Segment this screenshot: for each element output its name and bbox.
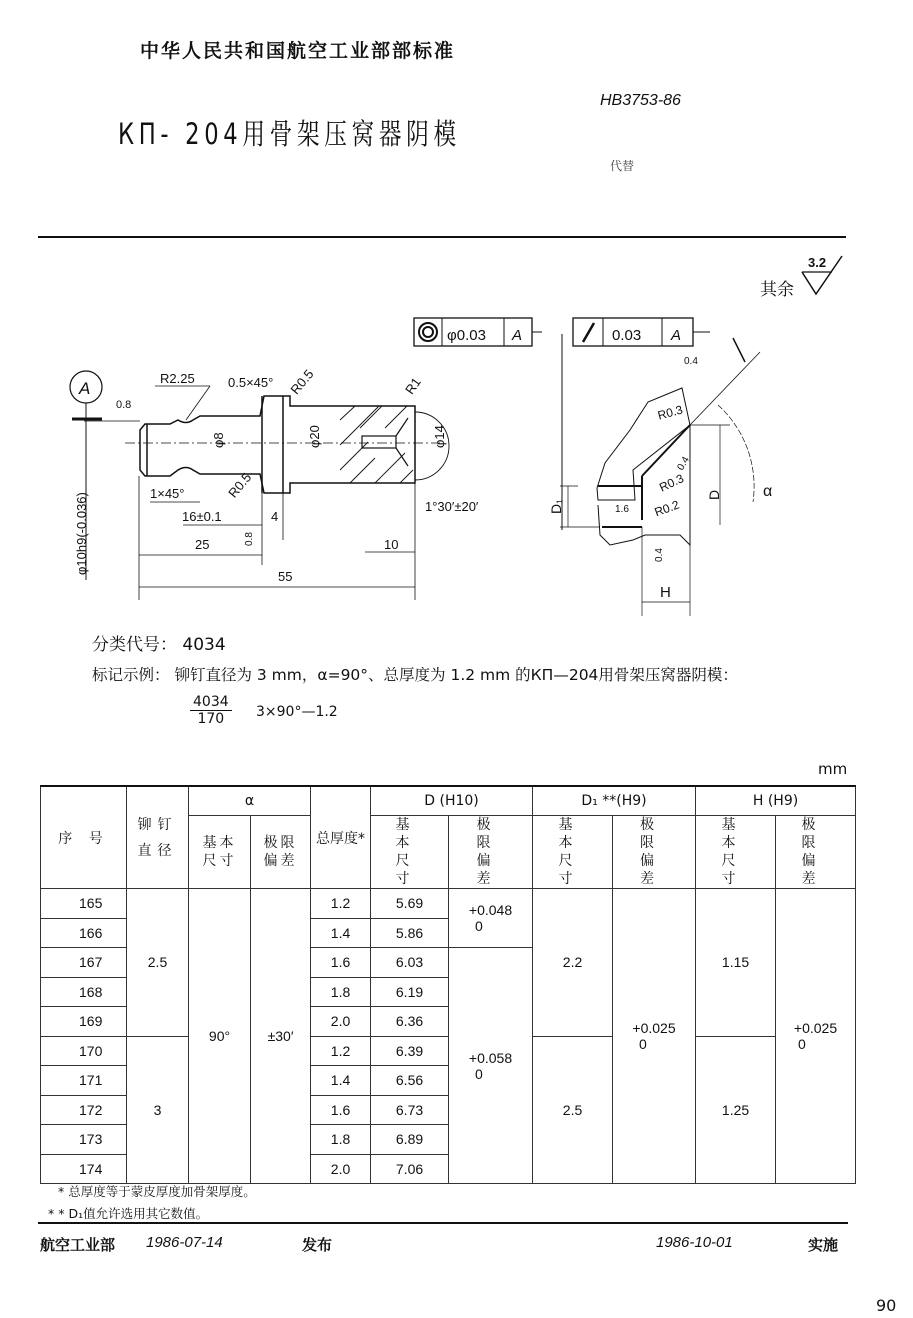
D-cell: 5.86 (371, 918, 449, 948)
marking-example-line (92, 663, 738, 685)
header-D-basic: 基本尺寸 (371, 816, 449, 889)
svg-text:4: 4 (271, 509, 279, 524)
D1-basic-cell-2: 2.5 (533, 1036, 613, 1184)
D-cell: 7.06 (371, 1154, 449, 1184)
seq-cell: 173 (41, 1125, 127, 1155)
issue-label: 发布 (302, 1236, 333, 1254)
D1-dev-cell (613, 889, 696, 1184)
svg-text:1×45°: 1×45° (150, 486, 185, 501)
marking-label: 标记示例： (92, 666, 170, 684)
marking-suffix: 3×90°—1.2 (256, 704, 338, 720)
D-dev-lower: 0 (475, 918, 483, 934)
header-rivet-dia: 铆钉直径 (127, 786, 189, 889)
svg-text:0.4: 0.4 (654, 548, 665, 562)
svg-text:0.8: 0.8 (116, 399, 132, 411)
D-cell: 6.36 (371, 1007, 449, 1037)
seq-cell: 174 (41, 1154, 127, 1184)
svg-text:D: D (706, 489, 722, 500)
header-total-thickness: 总厚度* (311, 786, 371, 889)
thickness-cell: 1.8 (311, 1125, 371, 1155)
svg-text:0.8: 0.8 (244, 532, 255, 546)
svg-text:25: 25 (195, 537, 210, 552)
classification-code: 4034 (182, 635, 226, 655)
header-alpha: α (189, 786, 311, 816)
H-basic-cell-1: 1.15 (696, 889, 776, 1037)
rivet-dia-cell: 3 (127, 1036, 189, 1184)
svg-text:0.4: 0.4 (675, 454, 692, 473)
header-alpha-basic: 基本尺寸 (189, 816, 251, 889)
seq-cell: 172 (41, 1095, 127, 1125)
document-title: КП- 204用骨架压窝器阴模 (118, 117, 461, 151)
header-D1-dev: 极限偏差 (613, 816, 696, 889)
D1-dev-upper: +0.025 (632, 1020, 676, 1036)
svg-text:φ10h9(-0.036): φ10h9(-0.036) (74, 492, 89, 575)
effective-label: 实施 (808, 1236, 839, 1254)
svg-text:0.03: 0.03 (612, 327, 642, 344)
D-cell: 6.89 (371, 1125, 449, 1155)
thickness-cell: 1.2 (311, 889, 371, 919)
svg-text:R0.5: R0.5 (287, 366, 317, 398)
D1-dev-lower: 0 (639, 1036, 647, 1052)
thickness-cell: 1.4 (311, 918, 371, 948)
replaces-label: 代替 (610, 159, 635, 173)
svg-text:A: A (79, 379, 91, 398)
D-dev-upper: +0.058 (468, 1049, 513, 1066)
svg-text:16±0.1: 16±0.1 (182, 509, 222, 524)
D1-basic-cell-1: 2.2 (533, 889, 613, 1037)
svg-text:10: 10 (384, 537, 399, 552)
alpha-dev-cell: ±30′ (251, 889, 311, 1184)
seq-cell: 168 (41, 977, 127, 1007)
svg-text:1°30′±20′: 1°30′±20′ (425, 499, 479, 514)
issuer: 航空工业部 (40, 1236, 116, 1254)
svg-text:R0.3: R0.3 (657, 471, 686, 495)
header-divider (38, 236, 846, 238)
marking-denominator: 170 (197, 711, 225, 727)
dimension-table (40, 785, 856, 1184)
thickness-cell: 1.4 (311, 1066, 371, 1096)
D-dev-cell-2 (449, 948, 533, 1184)
svg-text:A: A (512, 327, 523, 344)
footnote-2: * * D₁值允许选用其它数值。 (48, 1206, 209, 1221)
roughness-symbol-icon (800, 250, 850, 300)
technical-drawing (0, 300, 913, 620)
header-D: D (H10) (371, 786, 533, 816)
thickness-cell: 2.0 (311, 1007, 371, 1037)
D-cell: 6.73 (371, 1095, 449, 1125)
marking-text: 铆钉直径为 3 mm，α=90°、总厚度为 1.2 mm 的КП—204用骨架压窝器阴模： (174, 666, 738, 684)
header-seq: 序 号 (41, 786, 127, 889)
svg-text:α: α (763, 483, 773, 500)
svg-text:R0.2: R0.2 (652, 497, 682, 520)
svg-text:φ0.03: φ0.03 (447, 327, 486, 344)
standard-number: HB3753-86 (600, 92, 681, 109)
H-dev-lower: 0 (798, 1036, 806, 1052)
issuing-organization: 中华人民共和国航空工业部部标准 (140, 40, 456, 62)
seq-cell: 169 (41, 1007, 127, 1037)
seq-cell: 170 (41, 1036, 127, 1066)
seq-cell: 165 (41, 889, 127, 919)
svg-text:0.5×45°: 0.5×45° (228, 375, 274, 390)
svg-text:R0.5: R0.5 (225, 469, 255, 501)
thickness-cell: 1.8 (311, 977, 371, 1007)
header-alpha-dev: 极限偏差 (251, 816, 311, 889)
D-cell: 6.56 (371, 1066, 449, 1096)
D-dev-cell-1 (449, 889, 533, 948)
thickness-cell: 1.2 (311, 1036, 371, 1066)
footer-divider (38, 1222, 848, 1224)
svg-text:0.4: 0.4 (684, 356, 698, 367)
D-dev-lower: 0 (475, 1065, 483, 1082)
page-number: 90 (876, 1296, 897, 1315)
footnote-1: * 总厚度等于蒙皮厚度加骨架厚度。 (58, 1184, 256, 1199)
alpha-basic-cell: 90° (189, 889, 251, 1184)
H-dev-cell (776, 889, 856, 1184)
table-row (41, 889, 856, 919)
svg-text:3.2: 3.2 (808, 255, 827, 270)
D-cell: 6.03 (371, 948, 449, 978)
header-D-dev: 极限偏差 (449, 816, 533, 889)
header-D1-basic: 基本尺寸 (533, 816, 613, 889)
svg-text:φ20: φ20 (307, 425, 322, 448)
marking-numerator: 4034 (190, 694, 232, 711)
thickness-cell: 1.6 (311, 1095, 371, 1125)
H-basic-cell-2: 1.25 (696, 1036, 776, 1184)
classification-line (92, 630, 226, 655)
classification-label: 分类代号： (92, 635, 177, 655)
unit-label: mm (818, 760, 848, 778)
svg-text:A: A (671, 327, 682, 344)
svg-text:φ14: φ14 (432, 425, 447, 448)
table-row (41, 1036, 856, 1066)
effective-date: 1986-10-01 (656, 1234, 733, 1251)
section-hatch (340, 406, 413, 483)
header-H-basic: 基本尺寸 (696, 816, 776, 889)
svg-text:R2.25: R2.25 (160, 371, 195, 386)
svg-text:1.6: 1.6 (615, 504, 629, 515)
D-dev-upper: +0.048 (468, 902, 513, 918)
runout-frame (573, 318, 745, 362)
svg-text:φ8: φ8 (211, 432, 226, 448)
seq-cell: 167 (41, 948, 127, 978)
header-H: H (H9) (696, 786, 856, 816)
header-D1: D₁ **(H9) (533, 786, 696, 816)
H-dev-upper: +0.025 (793, 1020, 838, 1036)
surface-finish-label: 其余 (760, 280, 794, 300)
D-cell: 5.69 (371, 889, 449, 919)
marking-fraction (190, 694, 232, 727)
D-cell: 6.19 (371, 977, 449, 1007)
issue-date: 1986-07-14 (146, 1234, 223, 1251)
rivet-dia-cell: 2.5 (127, 889, 189, 1037)
header-H-dev: 极限偏差 (776, 816, 856, 889)
svg-text:55: 55 (278, 569, 293, 584)
seq-cell: 166 (41, 918, 127, 948)
seq-cell: 171 (41, 1066, 127, 1096)
svg-text:R1: R1 (402, 374, 424, 397)
thickness-cell: 2.0 (311, 1154, 371, 1184)
svg-text:D₁: D₁ (548, 499, 564, 514)
thickness-cell: 1.6 (311, 948, 371, 978)
svg-text:R0.3: R0.3 (656, 402, 685, 423)
D-cell: 6.39 (371, 1036, 449, 1066)
svg-text:H: H (660, 584, 671, 601)
